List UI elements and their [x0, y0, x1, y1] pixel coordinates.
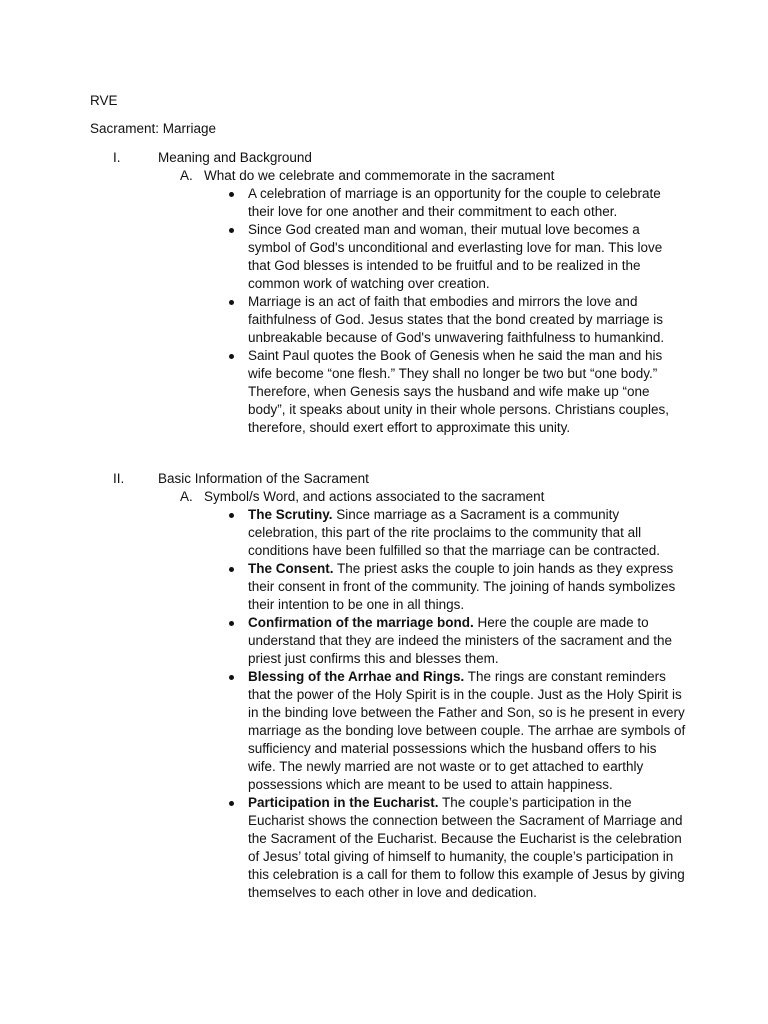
section-numeral: II.	[113, 471, 125, 486]
bullet-list	[226, 185, 686, 437]
bullet-term: Participation in the Eucharist.	[248, 795, 439, 810]
bullet-list	[226, 506, 686, 902]
section-heading: Basic Information of the Sacrament	[158, 471, 369, 486]
bullet-term: The Consent.	[248, 561, 334, 576]
bullet-term: The Scrutiny.	[248, 507, 333, 522]
list-item: Confirmation of the marriage bond. Here the couple are made to understand that they are indeed the ministers of the sacrament and the priest just confirms this and blesses them.	[226, 614, 686, 668]
subsection-letter: A.	[180, 168, 193, 183]
subsection-heading: Symbol/s Word, and actions associated to the sacrament	[204, 489, 545, 504]
section-heading: Meaning and Background	[158, 150, 312, 165]
subject-label: RVE	[90, 93, 118, 108]
list-item: Participation in the Eucharist. The couple’s participation in the Eucharist shows the connection between the Sacrament of Marriage and the Sacrament of the Eucharist. Because the Eucharist is the celebration of Jesus’ total giving of himself to humanity, the couple’s participation in this celebration is a call for them to follow this example of Jesus by giving themselves to each other in love and dedication.	[226, 794, 686, 902]
bullet-term: Blessing of the Arrhae and Rings.	[248, 669, 465, 684]
list-item: Blessing of the Arrhae and Rings. The rings are constant reminders that the power of the Holy Spirit is in the couple. Just as the Holy Spirit is in the binding love between the Father and Son, so is he present in every marriage as the bonding love between couple. The arrhae are symbols of sufficiency and material possessions which the husband offers to his wife. The newly married are not waste or to get attached to earthly possessions which are meant to be used to attain happiness.	[226, 668, 686, 794]
list-item: A celebration of marriage is an opportunity for the couple to celebrate their love for one another and their commitment to each other.	[226, 185, 686, 221]
list-item: The Scrutiny. Since marriage as a Sacrament is a community celebration, this part of the rite proclaims to the community that all conditions have been fulfilled so that the marriage can be contracted.	[226, 506, 686, 560]
list-item: The Consent. The priest asks the couple to join hands as they express their consent in front of the community. The joining of hands symbolizes their intention to be one in all things.	[226, 560, 686, 614]
subsection-letter: A.	[180, 489, 193, 504]
subsection-heading: What do we celebrate and commemorate in the sacrament	[204, 168, 555, 183]
list-item: Since God created man and woman, their mutual love becomes a symbol of God's unconditional and everlasting love for man. This love that God blesses is intended to be fruitful and to be realized in the common work of watching over creation.	[226, 221, 686, 293]
bullet-term: Confirmation of the marriage bond.	[248, 615, 474, 630]
section-numeral: I.	[113, 150, 121, 165]
list-item: Saint Paul quotes the Book of Genesis when he said the man and his wife become “one flesh.” They shall no longer be two but “one body.” Therefore, when Genesis says the husband and wife make up “one body”, it speaks about unity in their whole persons. Christians couples, therefore, should exert effort to approximate this unity.	[226, 347, 686, 437]
page-title: Sacrament: Marriage	[90, 121, 217, 136]
list-item: Marriage is an act of faith that embodies and mirrors the love and faithfulness of God. Jesus states that the bond created by marriage is unbreakable because of God's unwavering faithfulness to humankind.	[226, 293, 686, 347]
